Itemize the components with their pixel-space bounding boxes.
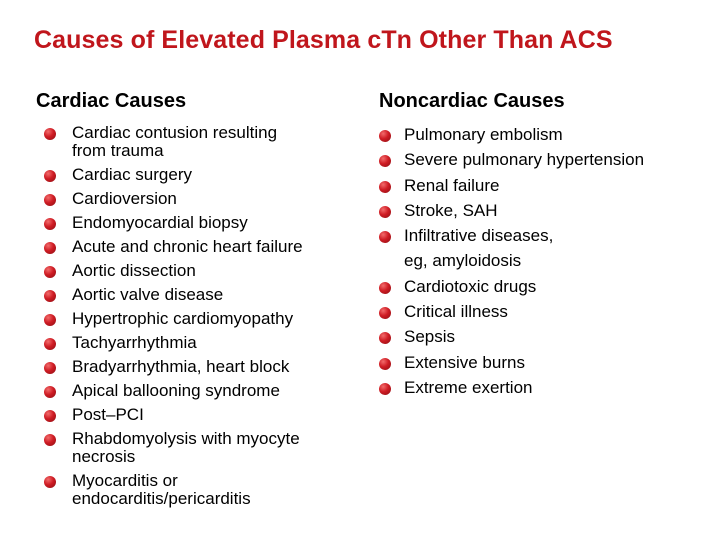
bullet-icon: [44, 194, 56, 206]
list-item-text: Endomyocardial biopsy: [72, 213, 248, 232]
slide-title: Causes of Elevated Plasma cTn Other Than ACS: [34, 26, 613, 54]
list-item-text: Pulmonary embolism: [404, 125, 563, 144]
bullet-icon: [44, 314, 56, 326]
list-item: [379, 202, 709, 220]
list-item-text: Aortic dissection: [72, 261, 196, 280]
list-item: [43, 238, 353, 256]
list-item: [43, 430, 353, 466]
list-item: [43, 334, 353, 352]
list-item-text: Infiltrative diseases,: [404, 226, 554, 246]
bullet-icon: [379, 358, 391, 370]
list-item: [43, 310, 353, 328]
bullet-icon: [44, 242, 56, 254]
bullet-icon: [379, 181, 391, 193]
bullet-icon: [44, 170, 56, 182]
list-item-text: Renal failure: [404, 175, 500, 195]
list-item: [379, 328, 709, 346]
bullet-icon: [379, 231, 391, 243]
list-item: [379, 278, 709, 296]
list-item: [43, 286, 353, 304]
bullet-icon: [379, 155, 391, 167]
list-item-text: Acute and chronic heart failure: [72, 237, 303, 256]
list-item-text: Critical illness: [404, 302, 508, 322]
bullet-icon: [379, 383, 391, 395]
bullet-icon: [379, 307, 391, 319]
list-item-text: Myocarditis or endocarditis/pericarditis: [72, 471, 251, 508]
list-item-text: Severe pulmonary hypertension: [404, 150, 645, 170]
bullet-icon: [379, 332, 391, 344]
list-item-text: Hypertrophic cardiomyopathy: [72, 309, 294, 328]
bullet-icon: [44, 218, 56, 230]
list-item: [43, 472, 353, 508]
list-item-text: Bradyarrhythmia, heart block: [72, 357, 290, 376]
list-item-text: Rhabdomyolysis with myocyte necrosis: [72, 429, 300, 466]
bullet-icon: [379, 206, 391, 218]
list-item-text: Tachyarrhythmia: [72, 333, 197, 352]
list-item: [379, 303, 709, 321]
list-item: [43, 166, 353, 184]
list-item-text: Sepsis: [404, 327, 456, 347]
list-item-text: Post–PCI: [72, 405, 144, 424]
list-item-text: Extensive burns: [404, 352, 525, 372]
list-item: [379, 379, 709, 397]
list-item-text: Cardiotoxic drugs: [404, 276, 537, 296]
cardiac-causes-list: [43, 124, 353, 514]
list-item-continuation: eg, amyloidosis: [404, 251, 522, 271]
list-item: [379, 227, 709, 245]
bullet-icon: [44, 362, 56, 374]
noncardiac-causes-heading: Noncardiac Causes: [379, 90, 565, 112]
noncardiac-causes-list: [379, 126, 709, 404]
cardiac-causes-heading: Cardiac Causes: [36, 90, 187, 112]
bullet-icon: [379, 130, 391, 142]
list-item: [43, 262, 353, 280]
list-item: [43, 124, 353, 160]
list-item: [43, 214, 353, 232]
bullet-icon: [44, 410, 56, 422]
list-item-text: Aortic valve disease: [72, 285, 224, 304]
list-item: [379, 126, 709, 144]
list-item: [43, 190, 353, 208]
list-item: [43, 382, 353, 400]
list-item-text: Cardiac contusion resulting from trauma: [72, 123, 278, 160]
bullet-icon: [44, 338, 56, 350]
bullet-icon: [44, 476, 56, 488]
bullet-icon: [44, 128, 56, 140]
list-item-text: Stroke, SAH: [404, 200, 498, 220]
bullet-icon: [44, 266, 56, 278]
list-item: [43, 406, 353, 424]
list-item-text: Cardioversion: [72, 189, 177, 208]
bullet-icon: [44, 434, 56, 446]
bullet-icon: [44, 386, 56, 398]
list-item: [379, 151, 709, 169]
bullet-icon: [44, 290, 56, 302]
list-item: [379, 354, 709, 372]
list-item-text: Extreme exertion: [404, 377, 533, 397]
list-item-text: Apical ballooning syndrome: [72, 381, 280, 400]
list-item: [379, 177, 709, 195]
list-item-text: Cardiac surgery: [72, 165, 192, 184]
list-item: [43, 358, 353, 376]
bullet-icon: [379, 282, 391, 294]
